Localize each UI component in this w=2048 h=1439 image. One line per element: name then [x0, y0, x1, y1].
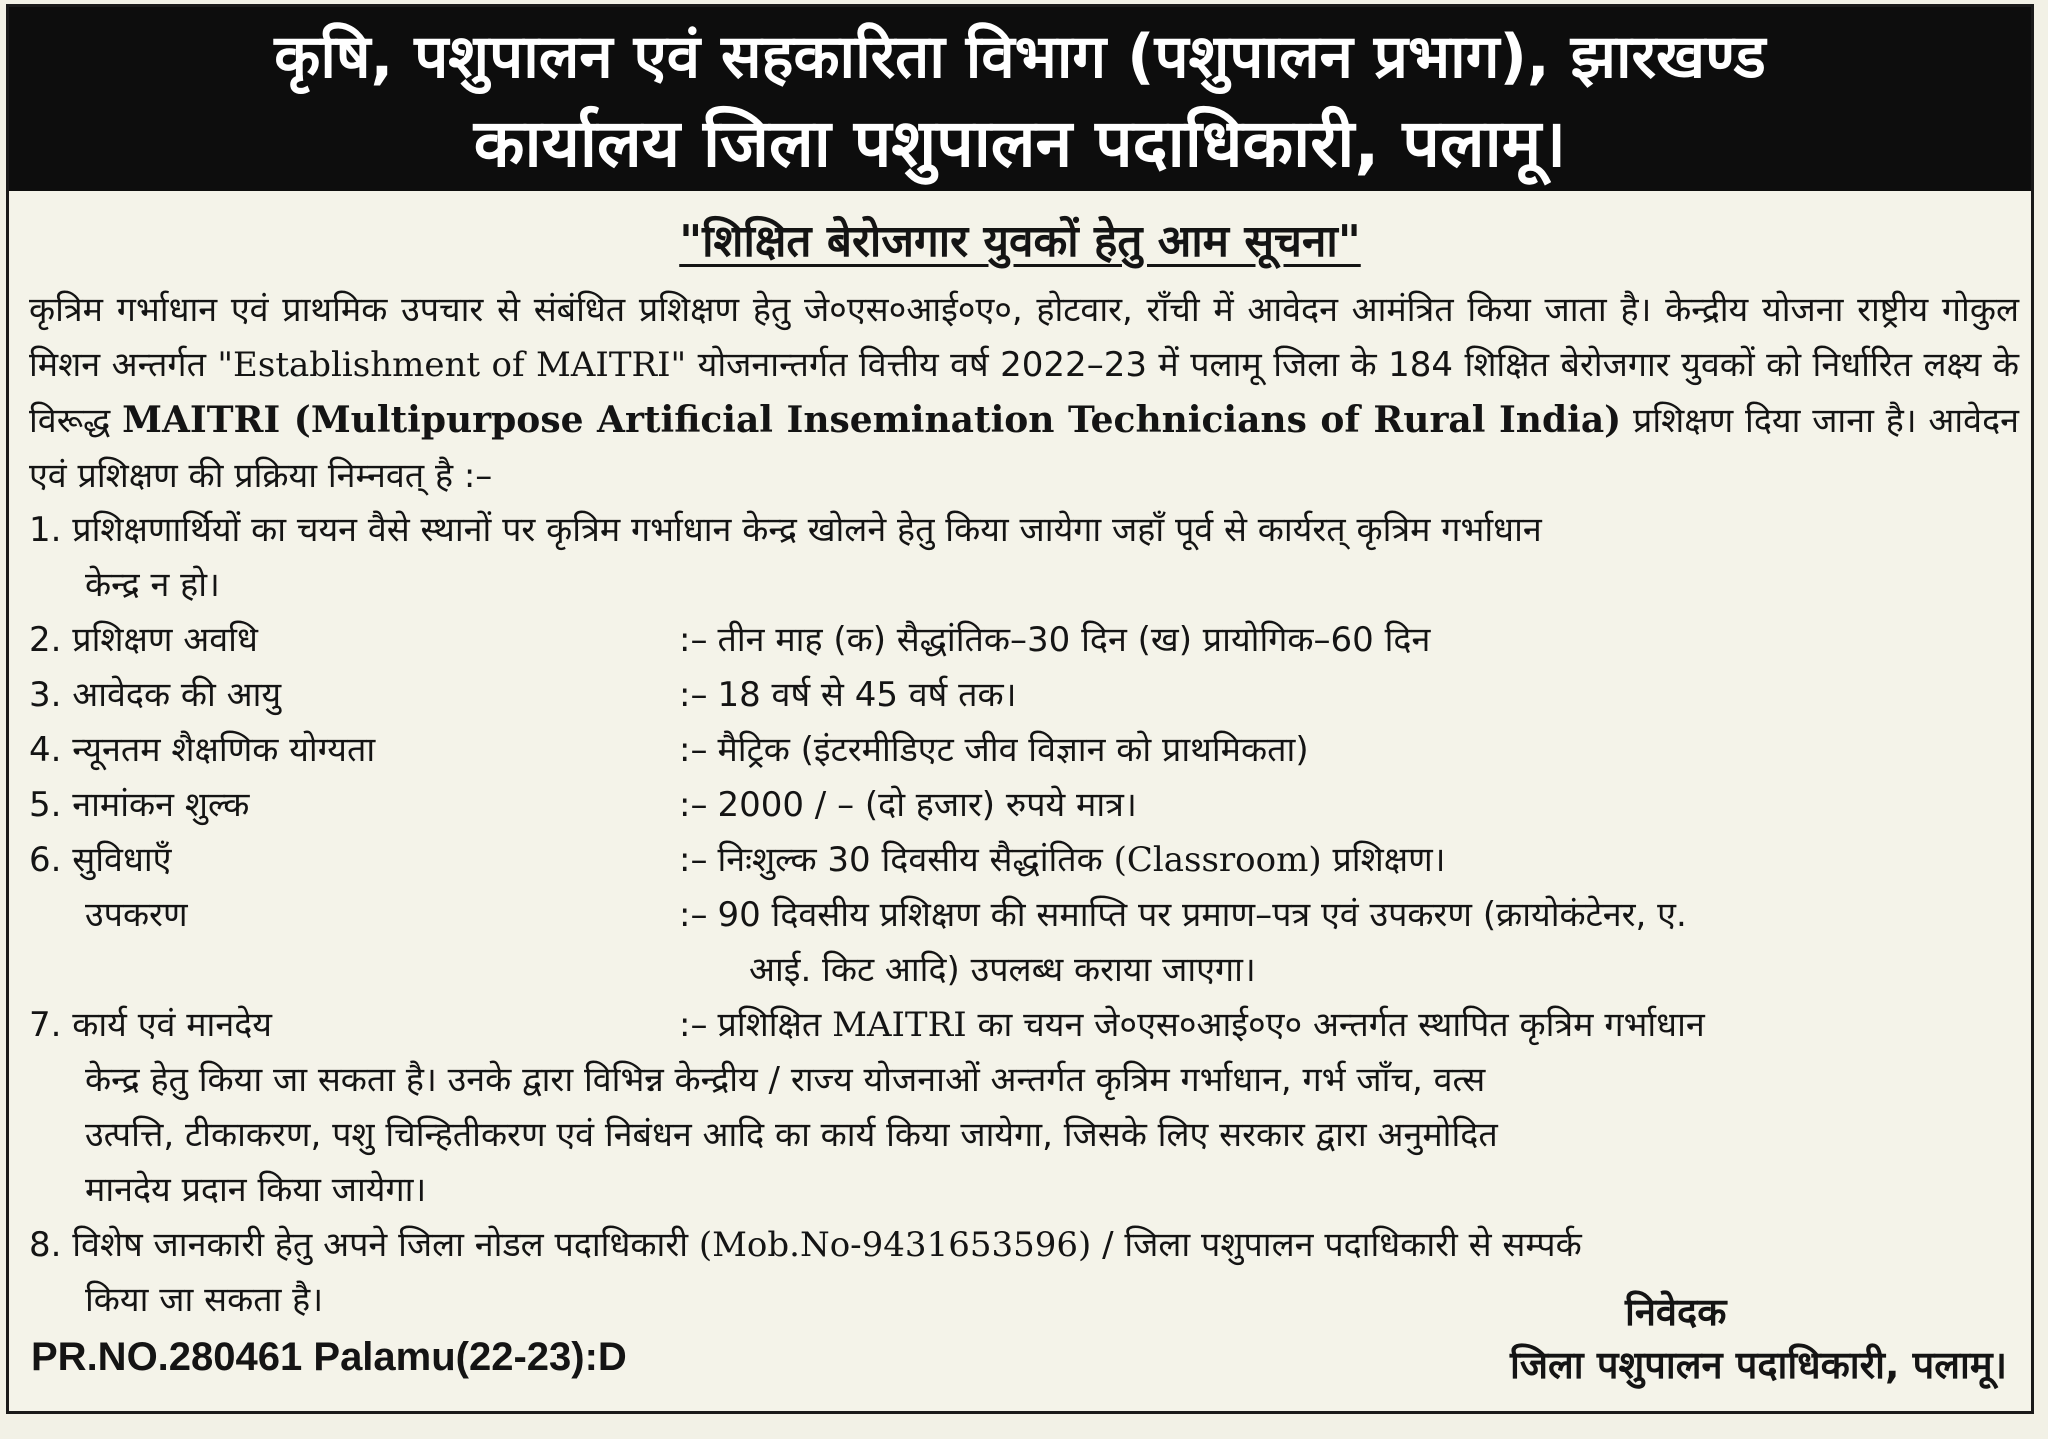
item-6-value-pre: निःशुल्क 30 दिवसीय सैद्धांतिक — [717, 840, 1114, 880]
item-5-separator: :– — [679, 785, 708, 825]
item-6-value-post: प्रशिक्षण। — [1321, 840, 1446, 880]
item-4-value: मैट्रिक (इंटरमीडिएट जीव विज्ञान को प्राथमिकता) — [717, 730, 1309, 770]
list-item-2 — [29, 613, 2019, 668]
notice-subtitle — [9, 209, 2031, 269]
item-7-value-wrap — [679, 998, 2019, 1053]
item-6-value-wrap — [679, 833, 2019, 888]
intro-part-3: प्रशिक्षण दिया जाना है। आवेदन एवं प्रशिक्षण की प्रक्रिया निम्नवत् है :– — [29, 401, 2020, 496]
list-item-5 — [29, 778, 2019, 833]
list-item-6-equipment — [29, 888, 2019, 943]
item-6-sub-value-wrap — [679, 888, 2019, 943]
item-7-value-latin: MAITRI — [832, 1005, 967, 1045]
list-item-4 — [29, 723, 2019, 778]
notice-subtitle-text: "शिक्षित बेरोजगार युवकों हेतु आम सूचना" — [679, 216, 1361, 267]
item-3-value-wrap — [679, 668, 2019, 723]
office-title: कार्यालय जिला पशुपालन पदाधिकारी, पलामू। — [473, 105, 1567, 182]
item-6-value-latin: (Classroom) — [1113, 840, 1322, 880]
procedure-list — [29, 503, 2019, 1328]
item-7-cont-line-2: उत्पत्ति, टीकाकरण, पशु चिन्हितीकरण एवं निबंधन आदि का कार्य किया जायेगा, जिसके लिए सरकार द्वारा अनुमोदित — [85, 1115, 1498, 1155]
item-1-line-1: 1. प्रशिक्षणार्थियों का चयन वैसे स्थानों पर कृत्रिम गर्भाधान केन्द्र खोलने हेतु किया जायेगा जहाँ पूर्व से कार्यरत् कृत्रिम गर्भाधान — [29, 510, 1542, 550]
item-6-sub-value-line-2: आई. किट आदि) उपलब्ध कराया जाएगा। — [749, 950, 1256, 990]
pr-number: PR.NO.280461 Palamu(22-23):D — [31, 1335, 627, 1379]
public-notice — [6, 4, 2034, 1414]
item-2-label: 2. प्रशिक्षण अवधि — [29, 620, 258, 660]
item-7-cont-line-3: मानदेय प्रदान किया जायेगा। — [85, 1170, 427, 1210]
signature-title: निवेदक — [1625, 1290, 1727, 1334]
item-6-sub-separator: :– — [679, 895, 708, 935]
item-8-line-2: किया जा सकता है। — [85, 1280, 324, 1320]
intro-part-2: योजनान्तर्गत वित्तीय वर्ष 2022–23 में पलामू जिला के 184 शिक्षित बेरोजगार युवकों को निर्धारित लक्ष्य के विरूद्ध — [29, 345, 2019, 441]
intro-paragraph — [29, 283, 2019, 504]
department-title: कृषि, पशुपालन एवं सहकारिता विभाग (पशुपालन प्रभाग), झारखण्ड — [274, 22, 1766, 92]
list-item-1 — [29, 503, 2019, 613]
item-2-separator: :– — [679, 620, 708, 660]
item-4-separator: :– — [679, 730, 708, 770]
item-7-value-post: का चयन जे०एस०आई०ए० अन्तर्गत स्थापित कृत्रिम गर्भाधान — [966, 1005, 1705, 1045]
item-8-mobile-number: (Mob.No-9431653596) — [698, 1225, 1092, 1265]
item-8-line-1 — [29, 1218, 2019, 1273]
item-5-label: 5. नामांकन शुल्क — [29, 785, 250, 825]
item-4-label: 4. न्यूनतम शैक्षणिक योग्यता — [29, 730, 376, 770]
item-2-value: तीन माह (क) सैद्धांतिक–30 दिन (ख) प्रायोगिक–60 दिन — [717, 620, 1431, 660]
item-4-value-wrap — [679, 723, 2019, 778]
item-8-text-post: / जिला पशुपालन पदाधिकारी से सम्पर्क — [1091, 1225, 1582, 1265]
item-7-separator: :– — [679, 1005, 708, 1045]
item-6-label: 6. सुविधाएँ — [29, 840, 172, 880]
item-7-cont-line-1: केन्द्र हेतु किया जा सकता है। उनके द्वारा विभिन्न केन्द्रीय / राज्य योजनाओं अन्तर्गत कृत्रिम गर्भाधान, गर्भ जाँच, वत्स — [85, 1060, 1486, 1100]
item-3-label: 3. आवेदक की आयु — [29, 675, 282, 715]
item-6-sub-value-line-1: 90 दिवसीय प्रशिक्षण की समाप्ति पर प्रमाण–पत्र एवं उपकरण (क्रायोकंटेनर, ए. — [717, 895, 1687, 935]
signature-name: जिला पशुपालन पदाधिकारी, पलामू। — [1509, 1343, 2007, 1387]
intro-maitri-full: MAITRI (Multipurpose Artificial Insemination Technicians of Rural India) — [122, 399, 1622, 441]
item-2-value-wrap — [679, 613, 2019, 668]
list-item-7 — [29, 998, 2019, 1053]
item-6-separator: :– — [679, 840, 708, 880]
item-7-value-pre: प्रशिक्षित — [717, 1005, 833, 1045]
list-item-3 — [29, 668, 2019, 723]
list-item-6 — [29, 833, 2019, 888]
notice-header — [9, 7, 2031, 191]
item-8-text-pre: 8. विशेष जानकारी हेतु अपने जिला नोडल पदाधिकारी — [29, 1225, 699, 1265]
intro-part-1: कृत्रिम गर्भाधान एवं प्राथमिक उपचार से संबंधित प्रशिक्षण हेतु जे०एस०आई०ए०, होटवार, राँची में आवेदन आमंत्रित किया जाता है। केन्द्रीय योजना राष्ट्रीय गोकुल मिशन अन्तर्गत — [29, 290, 2019, 385]
item-7-label: 7. कार्य एवं मानदेय — [29, 1005, 272, 1045]
item-1-line-2: केन्द्र न हो। — [85, 565, 220, 605]
item-5-value: 2000 / – (दो हजार) रुपये मात्र। — [717, 785, 1137, 825]
intro-establishment: "Establishment of MAITRI" — [217, 345, 687, 385]
item-6-sub-label: उपकरण — [85, 895, 188, 935]
item-3-separator: :– — [679, 675, 708, 715]
item-5-value-wrap — [679, 778, 2019, 833]
item-3-value: 18 वर्ष से 45 वर्ष तक। — [717, 675, 1017, 715]
